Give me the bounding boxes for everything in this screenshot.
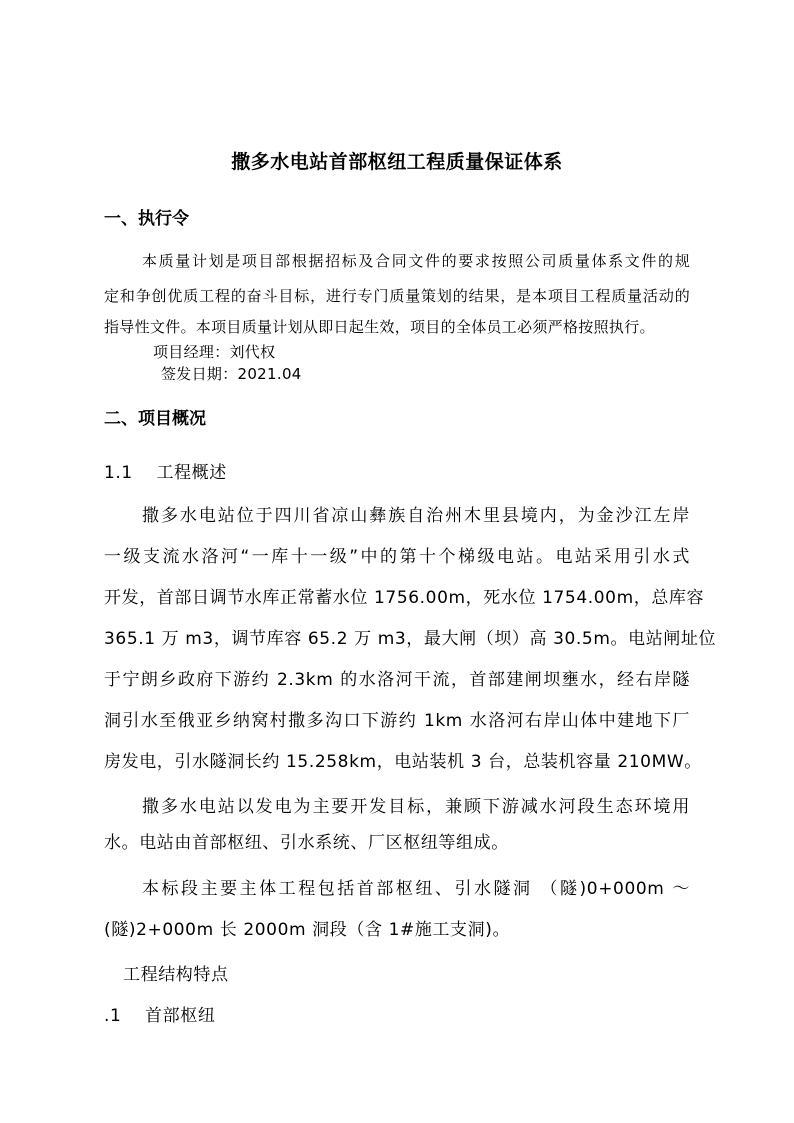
paragraph-line: 本标段主要主体工程包括首部枢纽、引水隧洞 （隧)0+000m ～ — [142, 879, 690, 899]
paragraph-line: 撒多水电站以发电为主要开发目标，兼顾下游减水河段生态环境用 — [142, 797, 690, 817]
document-title: 撒多水电站首部枢纽工程质量保证体系 — [231, 151, 563, 173]
paragraph-line: 撒多水电站位于四川省凉山彝族自治州木里县境内，为金沙江左岸 — [142, 506, 690, 526]
paragraph-line: 洞引水至俄亚乡纳窝村撒多沟口下游约 1km 水洛河右岸山体中建地下厂 — [104, 711, 690, 731]
subsection-heading: 1.1 工程概述 — [104, 463, 227, 483]
paragraph-line: 开发，首部日调节水库正常蓄水位 1756.00m，死水位 1754.00m，总库容 — [104, 588, 705, 608]
paragraph-line: 指导性文件。本项目质量计划从即日起生效，项目的全体员工必须严格按照执行。 — [104, 318, 655, 336]
section-heading-project-overview: 二、项目概况 — [104, 409, 206, 429]
paragraph-line: (隧)2+000m 长 2000m 洞段（含 1#施工支洞)。 — [104, 920, 511, 940]
paragraph-line: 本质量计划是项目部根据招标及合同文件的要求按照公司质量体系文件的规 — [142, 252, 690, 270]
paragraph-line: 一级支流水洛河“一库十一级”中的第十个梯级电站。电站采用引水式 — [104, 547, 690, 567]
paragraph-line: 365.1 万 m3，调节库容 65.2 万 m3，最大闸（坝）高 30.5m。电站闸址位 — [104, 629, 717, 649]
paragraph-line: 于宁朗乡政府下游约 2.3km 的水洛河干流，首部建闸坝壅水，经右岸隧 — [104, 670, 690, 690]
paragraph-line: 房发电，引水隧洞长约 15.258km，电站装机 3 台，总装机容量 210MW。 — [104, 752, 702, 772]
paragraph-line: 定和争创优质工程的奋斗目标，进行专门质量策划的结果，是本项目工程质量活动的 — [104, 287, 690, 305]
project-manager: 项目经理：刘代权 — [153, 343, 276, 361]
section-heading-execution-order: 一、执行令 — [104, 209, 189, 229]
sub-item-heading: .1 首部枢纽 — [104, 1006, 216, 1026]
structure-heading: 工程结构特点 — [123, 965, 229, 985]
issue-date: 签发日期：2021.04 — [161, 365, 302, 383]
paragraph-line: 水。电站由首部枢纽、引水系统、厂区枢纽等组成。 — [104, 833, 509, 853]
